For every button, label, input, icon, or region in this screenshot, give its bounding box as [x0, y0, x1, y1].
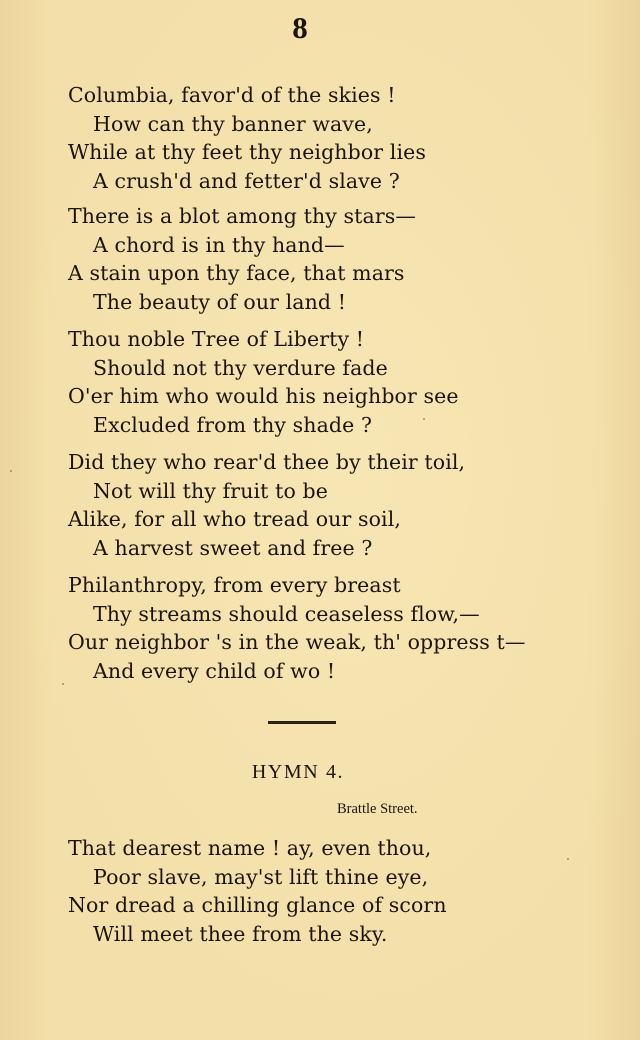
verse-line: Will meet thee from the sky. [93, 921, 388, 946]
verse-line: Philanthropy, from every breast [68, 573, 401, 597]
verse-line: A stain upon thy face, that mars [68, 261, 405, 285]
verse-line: While at thy feet thy neighbor lies [68, 140, 426, 164]
verse-line: A chord is in thy hand— [93, 232, 345, 257]
stanza-5 [68, 571, 525, 685]
verse-line: Thy streams should ceaseless flow,— [93, 601, 480, 626]
paper-speck [567, 858, 569, 860]
verse-line: How can thy banner wave, [93, 111, 373, 136]
verse-line: A crush'd and fetter'd slave ? [93, 168, 400, 193]
verse-line: Nor dread a chilling glance of scorn [68, 893, 447, 917]
verse-line: Thou noble Tree of Liberty ! [68, 327, 365, 351]
verse-line: Columbia, favor'd of the skies ! [68, 83, 396, 107]
verse-line: Poor slave, may'st lift thine eye, [93, 864, 429, 889]
verse-line: There is a blot among thy stars— [68, 204, 416, 228]
stanza-4 [68, 448, 465, 562]
paper-speck [10, 470, 12, 472]
verse-line: O'er him who would his neighbor see [68, 384, 459, 408]
verse-line: That dearest name ! ay, even thou, [68, 836, 432, 860]
verse-line: Did they who rear'd thee by their toil, [68, 450, 466, 474]
stanza-3 [68, 325, 459, 439]
stanza-1 [68, 81, 426, 195]
verse-line: A harvest sweet and free ? [93, 535, 373, 560]
section-divider [268, 721, 336, 724]
paper-speck [62, 683, 64, 685]
hymn-tune: Brattle Street. [337, 801, 418, 817]
paper-speck [423, 418, 425, 420]
verse-line: Our neighbor 's in the weak, th' oppress t— [68, 630, 526, 654]
hymn-stanza-1 [68, 834, 447, 948]
verse-line: The beauty of our land ! [93, 289, 347, 314]
verse-line: Not will thy fruit to be [93, 478, 328, 503]
verse-line: And every child of wo ! [93, 658, 336, 683]
hymn-title: HYMN 4. [251, 761, 345, 783]
stanza-2 [68, 202, 416, 316]
verse-line: Excluded from thy shade ? [93, 412, 373, 437]
verse-line: Alike, for all who tread our soil, [68, 507, 401, 531]
page-number: 8 [292, 10, 308, 45]
verse-line: Should not thy verdure fade [93, 355, 388, 380]
